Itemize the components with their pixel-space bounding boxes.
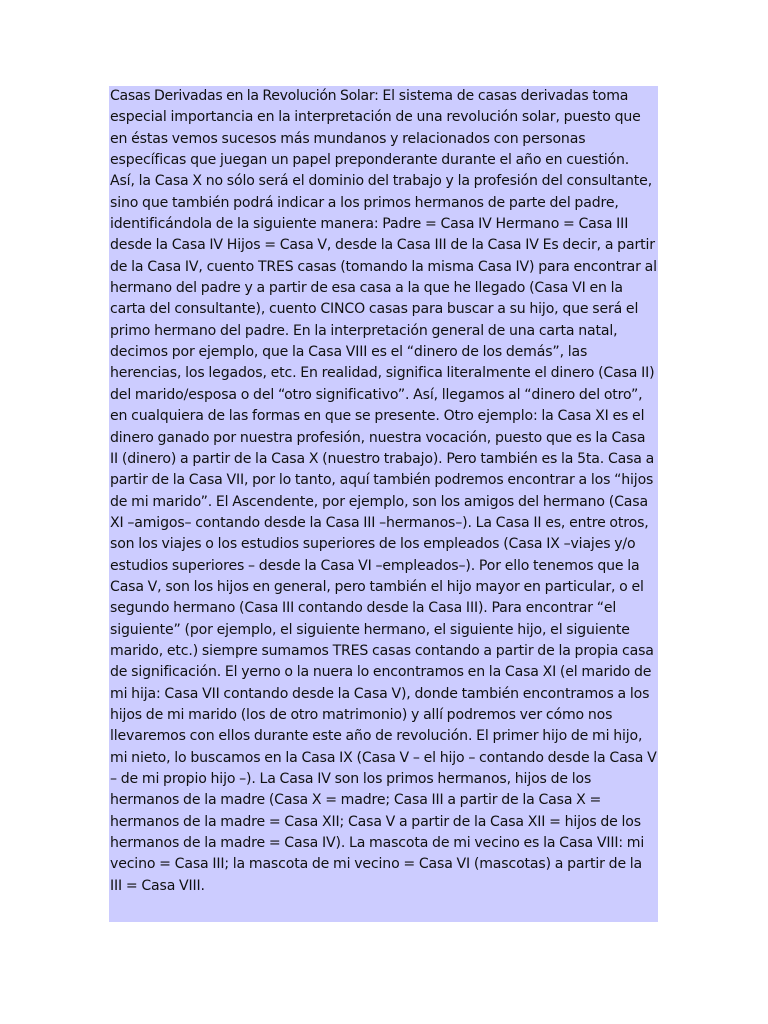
body-paragraph: El sistema de casas derivadas toma especial importancia en la interpretación de una revolución solar, puesto que en éstas vemos sucesos más mundanos y relacionados con personas específicas que juegan un papel preponderante durante el año en cuestión. Así, la Casa X no sólo será el dominio del trabajo y la profesión del consultante, sino que también podrá indicar a los primos hermanos de parte del padre, identificándola de la siguiente manera: Padre = Casa IV Hermano = Casa III desde la Casa IV Hijos = Casa V, desde la Casa III de la Casa IV Es decir, a partir de la Casa IV, cuento TRES casas (tomando la misma Casa IV) para encontrar al hermano del padre y a partir de esa casa a la que he llegado (Casa VI en la carta del consultante), cuento CINCO casas para buscar a su hijo, que será el primo hermano del padre. En la interpretación general de una carta natal, decimos por ejemplo, que la Casa VIII es el “dinero de los demás”, las herencias, los legados, etc. En realidad, significa literalmente el dinero (Casa II) del marido/esposa o del “otro significativo”. Así, llegamos al “dinero del otro”, en cualquiera de las formas en que se presente. Otro ejemplo: la Casa XI es el dinero ganado por nuestra profesión, nuestra vocación, puesto que es la Casa II (dinero) a partir de la Casa X (nuestro trabajo). Pero también es la 5ta. Casa a partir de la Casa VII, por lo tanto, aquí también podremos encontrar a los “hijos de mi marido”. El Ascendente, por ejemplo, son los amigos del hermano (Casa XI –amigos– contando desde la Casa III –hermanos–). La Casa II es, entre otros, son los viajes o los estudios superiores de los empleados (Casa IX –viajes y/o estudios superiores – desde la Casa VI –empleados–). Por ello tenemos que la Casa V, son los hijos en general, pero también el hijo mayor en particular, o el segundo hermano (Casa III contando desde la Casa III). Para encontrar “el siguiente” (por ejemplo, el siguiente hermano, el siguiente hijo, el siguiente marido, etc.) siempre sumamos TRES casas contando a partir de la propia casa de significación. El yerno o la nuera lo encontramos en la Casa XI (el marido de mi hija: Casa VII contando desde la Casa V), donde también encontramos a los hijos de mi marido (los de otro matrimonio) y allí podremos ver cómo nos llevaremos con ellos durante este año de revolución. El primer hijo de mi hijo, mi nieto, lo buscamos en la Casa IX (Casa V – el hijo – contando desde la Casa V – de mi propio hijo –). La Casa IV son los primos hermanos, hijos de los hermanos de la madre (Casa X = madre; Casa III a partir de la Casa X = hermanos de la madre = Casa XII; Casa V a partir de la Casa XII = hijos de los hermanos de la madre = Casa IV). La mascota de mi vecino es la Casa VIII: mi vecino = Casa III; la mascota de mi vecino = Casa VI (mascotas) a partir de la III = Casa VIII. — [110, 88, 657, 894]
document-text-block — [109, 86, 658, 922]
section-heading: Casas Derivadas en la Revolución Solar: — [110, 88, 379, 104]
